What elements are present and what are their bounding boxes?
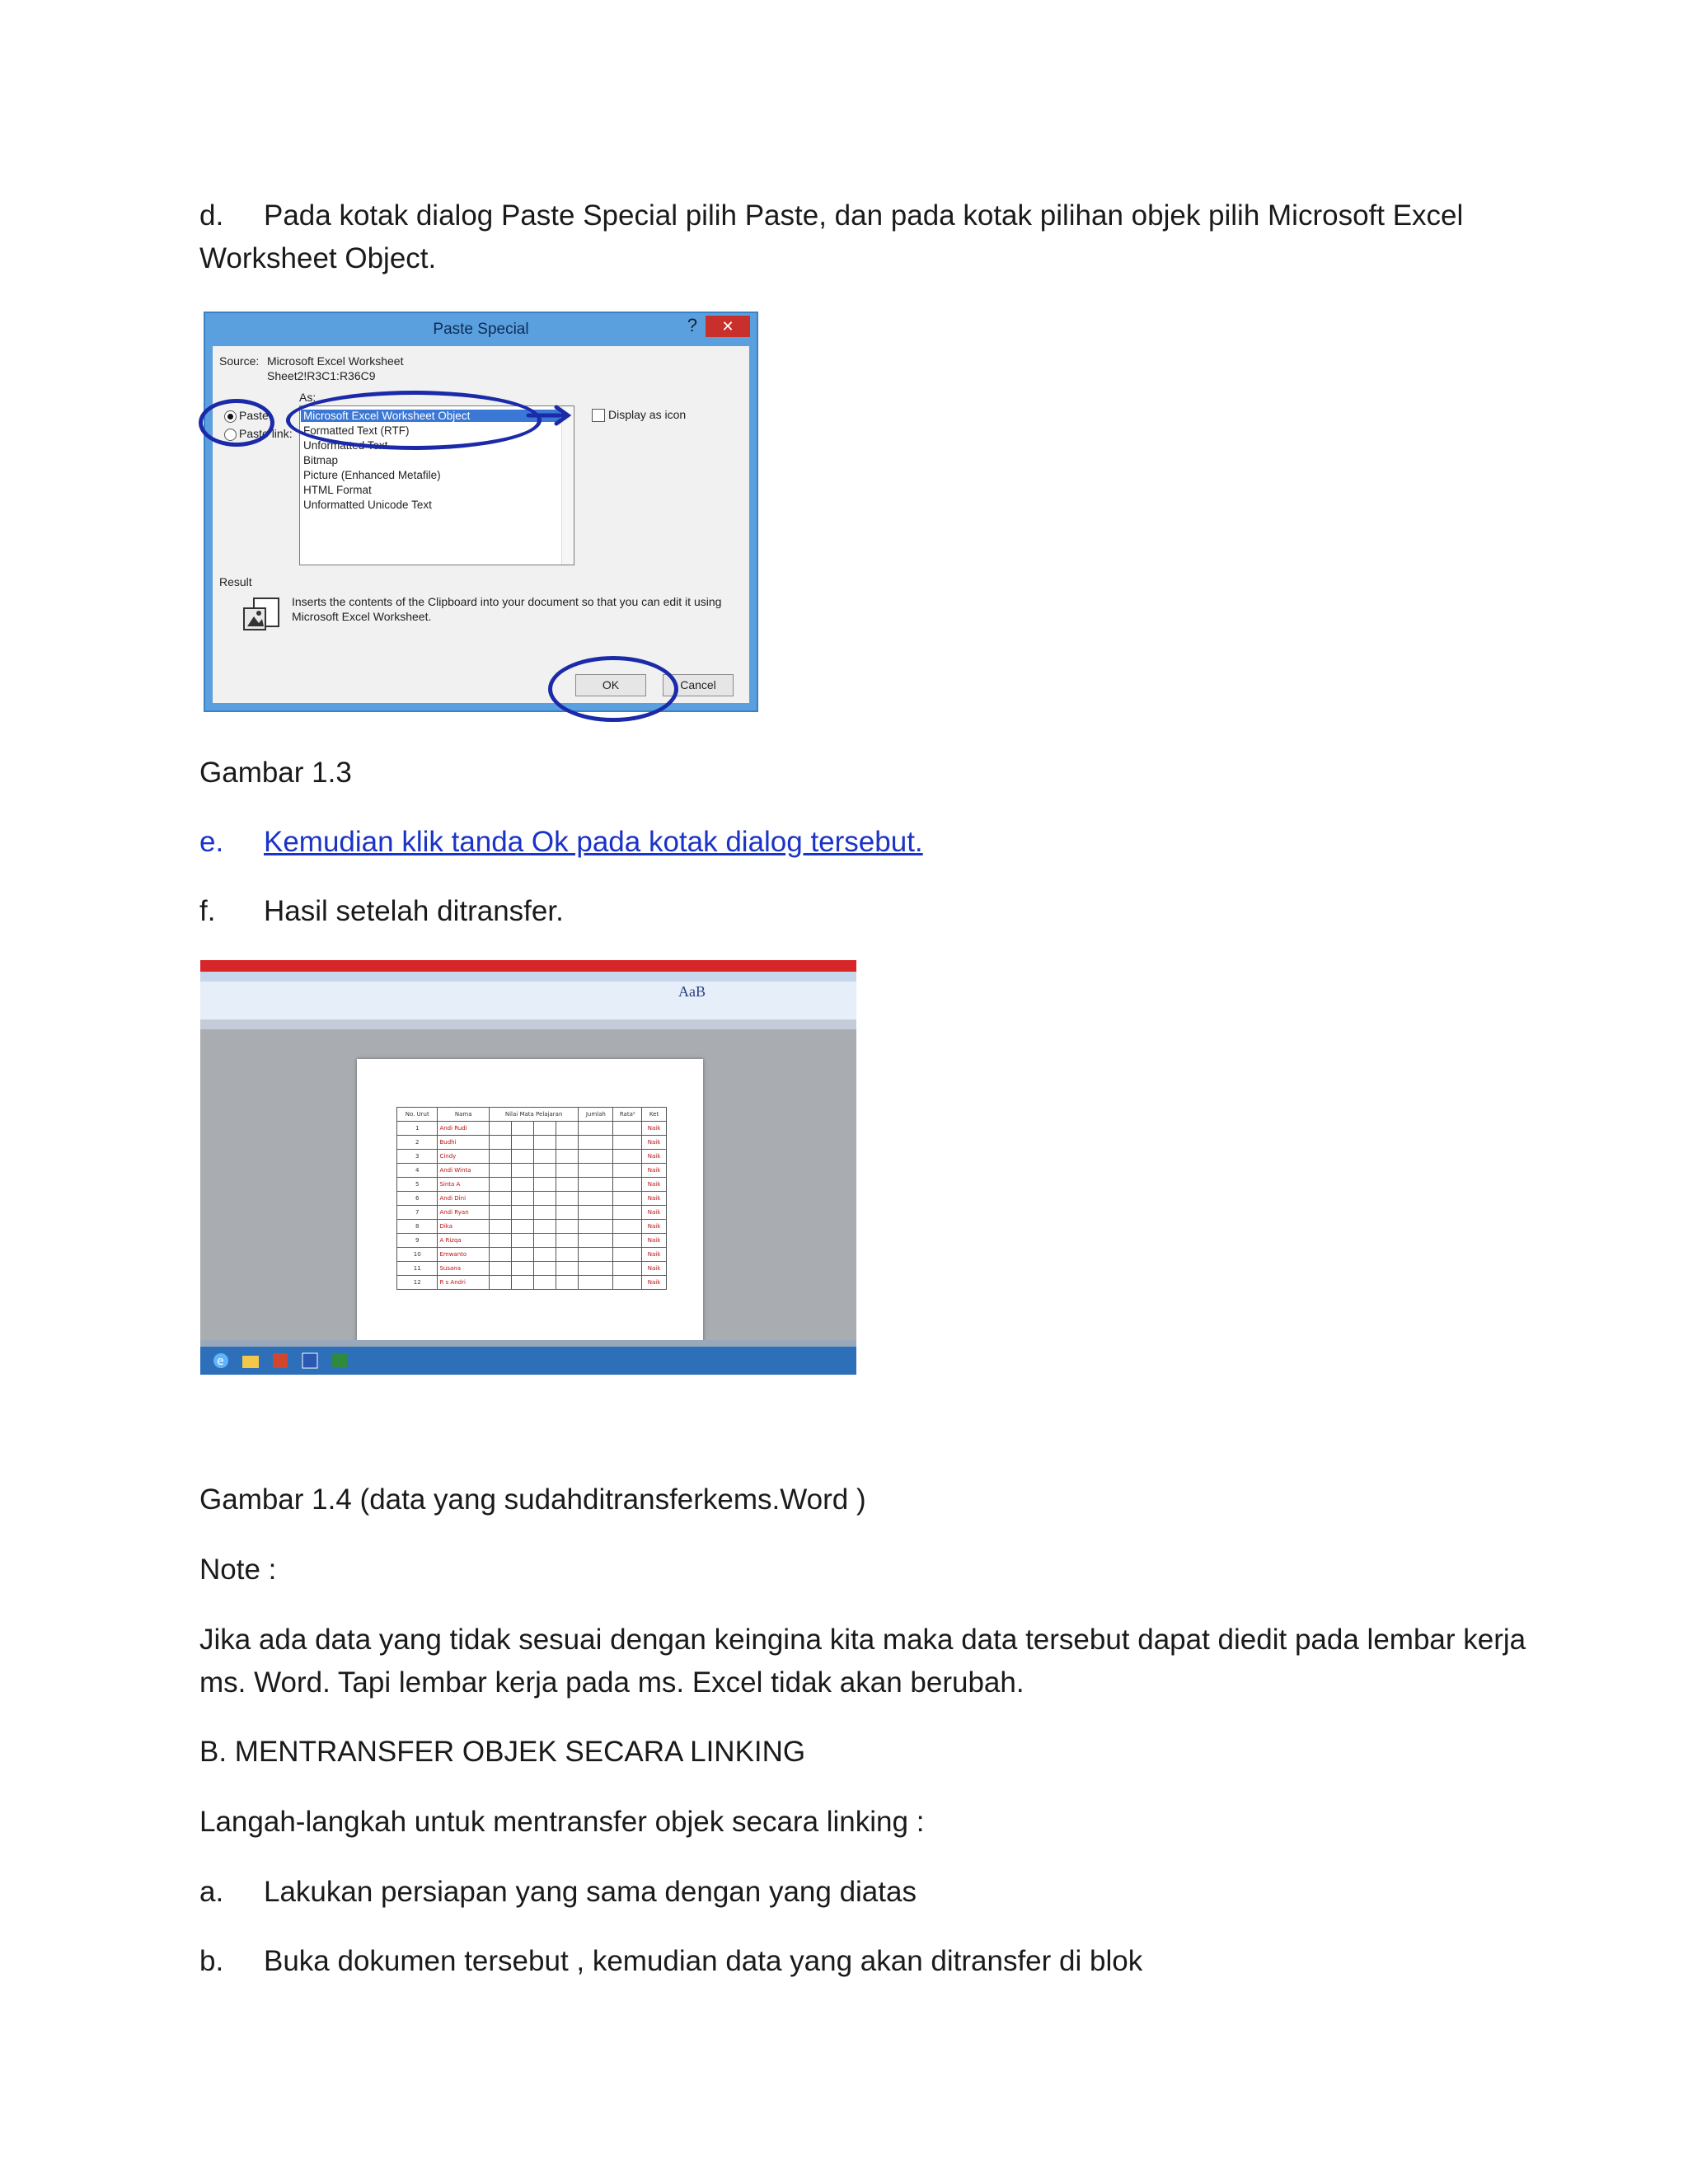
- table-cell: A Rizqa: [438, 1234, 490, 1248]
- cancel-button[interactable]: Cancel: [663, 674, 734, 696]
- table-cell: [534, 1192, 556, 1206]
- table-cell: Andi Dini: [438, 1192, 490, 1206]
- table-cell: Emwanto: [438, 1248, 490, 1262]
- table-cell: [534, 1234, 556, 1248]
- table-cell: [556, 1150, 579, 1164]
- table-cell: [534, 1248, 556, 1262]
- header-cell: No. Urut: [397, 1108, 438, 1122]
- table-row: [397, 1192, 667, 1206]
- table-cell: Naik: [642, 1248, 667, 1262]
- table-cell: Naik: [642, 1234, 667, 1248]
- transferred-table-wrap: [396, 1107, 667, 1290]
- table-cell: 12: [397, 1276, 438, 1290]
- table-row: [397, 1262, 667, 1276]
- table-cell: [613, 1122, 642, 1136]
- step-b-text: Buka dokumen tersebut , kemudian data yang akan ditransfer di blok: [264, 1945, 1143, 1977]
- table-cell: [579, 1178, 613, 1192]
- table-cell: [613, 1206, 642, 1220]
- step-a-marker: a.: [199, 1876, 224, 1908]
- table-cell: [556, 1248, 579, 1262]
- table-cell: [512, 1136, 534, 1150]
- source-value: Microsoft Excel Worksheet: [267, 354, 404, 368]
- table-cell: [613, 1234, 642, 1248]
- table-cell: 1: [397, 1122, 438, 1136]
- table-cell: [490, 1262, 512, 1276]
- step-d: [199, 194, 1463, 237]
- list-item[interactable]: Bitmap: [303, 454, 339, 466]
- table-cell: [534, 1150, 556, 1164]
- table-row: [397, 1150, 667, 1164]
- media-icon[interactable]: [271, 1352, 289, 1370]
- table-cell: Naik: [642, 1164, 667, 1178]
- header-cell: Nilai Mata Pelajaran: [490, 1108, 579, 1122]
- table-cell: [556, 1178, 579, 1192]
- table-cell: 4: [397, 1164, 438, 1178]
- word-title-bar: [200, 960, 856, 972]
- table-cell: [534, 1220, 556, 1234]
- table-cell: [490, 1206, 512, 1220]
- table-cell: [556, 1262, 579, 1276]
- table-cell: [579, 1136, 613, 1150]
- dialog-title: Paste Special: [433, 321, 529, 338]
- table-cell: [534, 1206, 556, 1220]
- table-cell: [512, 1248, 534, 1262]
- table-cell: [490, 1234, 512, 1248]
- paste-special-dialog-screenshot: [204, 312, 758, 712]
- table-cell: 2: [397, 1136, 438, 1150]
- word-result-screenshot: [200, 960, 856, 1375]
- step-f-text: Hasil setelah ditransfer.: [264, 895, 564, 927]
- header-cell: Ket: [642, 1108, 667, 1122]
- table-cell: [490, 1192, 512, 1206]
- table-row: [397, 1122, 667, 1136]
- figure-1-3-caption: Gambar 1.3: [199, 757, 352, 789]
- table-cell: Naik: [642, 1122, 667, 1136]
- table-cell: 10: [397, 1248, 438, 1262]
- step-d-line1: Pada kotak dialog Paste Special pilih Paste, dan pada kotak pilihan objek pilih Microsoft Excel: [264, 199, 1464, 232]
- step-f-marker: f.: [199, 895, 216, 927]
- paste-link-radio-label: Paste link:: [239, 427, 293, 440]
- list-item-selected[interactable]: Microsoft Excel Worksheet Object: [301, 410, 560, 422]
- table-cell: Naik: [642, 1262, 667, 1276]
- note-line1: Jika ada data yang tidak sesuai dengan keingina kita maka data tersebut dapat diedit pada lembar kerja: [199, 1624, 1526, 1656]
- paste-radio-label: Paste:: [239, 409, 272, 422]
- table-cell: [556, 1220, 579, 1234]
- table-cell: [512, 1122, 534, 1136]
- header-cell: Jumlah: [579, 1108, 613, 1122]
- step-a: [199, 1871, 917, 1914]
- ink-circle-paste: [199, 399, 274, 447]
- step-e-link[interactable]: [199, 821, 923, 864]
- table-cell: Naik: [642, 1206, 667, 1220]
- header-cell: Rata²: [613, 1108, 642, 1122]
- table-row: [397, 1136, 667, 1150]
- table-cell: Andi Ryan: [438, 1206, 490, 1220]
- table-cell: [579, 1234, 613, 1248]
- result-line2: Microsoft Excel Worksheet.: [292, 610, 432, 623]
- table-cell: [579, 1150, 613, 1164]
- dialog-frame: [204, 312, 758, 712]
- table-cell: [556, 1136, 579, 1150]
- table-cell: [512, 1262, 534, 1276]
- word-ribbon: [200, 982, 856, 1020]
- table-cell: [512, 1178, 534, 1192]
- source-label: Source:: [219, 354, 260, 368]
- table-cell: Cindy: [438, 1150, 490, 1164]
- note-label: Note :: [199, 1554, 277, 1586]
- list-scrollbar[interactable]: [561, 406, 574, 565]
- table-row: [397, 1178, 667, 1192]
- table-cell: [556, 1206, 579, 1220]
- table-row: [397, 1206, 667, 1220]
- table-cell: [512, 1150, 534, 1164]
- table-cell: 5: [397, 1178, 438, 1192]
- table-cell: [490, 1150, 512, 1164]
- step-e-text: Kemudian klik tanda Ok pada kotak dialog tersebut.: [264, 826, 923, 858]
- table-cell: [512, 1206, 534, 1220]
- ink-arrow: [525, 402, 574, 427]
- source-ref: Sheet2!R3C1:R36C9: [267, 369, 376, 382]
- svg-text:e: e: [217, 1355, 224, 1368]
- table-cell: [556, 1234, 579, 1248]
- table-cell: [512, 1192, 534, 1206]
- table-cell: Sinta A: [438, 1178, 490, 1192]
- table-cell: [579, 1220, 613, 1234]
- close-icon[interactable]: ✕: [706, 316, 750, 337]
- display-as-icon-checkbox[interactable]: [592, 409, 605, 422]
- table-cell: 3: [397, 1150, 438, 1164]
- table-cell: [556, 1276, 579, 1290]
- list-item[interactable]: Unformatted Text: [303, 439, 388, 452]
- table-cell: Naik: [642, 1276, 667, 1290]
- table-cell: [579, 1248, 613, 1262]
- table-row: [397, 1220, 667, 1234]
- transferred-excel-table: [396, 1107, 667, 1290]
- table-cell: 7: [397, 1206, 438, 1220]
- section-b-heading: B. MENTRANSFER OBJEK SECARA LINKING: [199, 1736, 806, 1768]
- ok-button[interactable]: OK: [575, 674, 646, 696]
- table-row: [397, 1276, 667, 1290]
- figure-1-4-caption: Gambar 1.4 (data yang sudahditransferkems.Word ): [199, 1483, 866, 1516]
- word-ribbon-tabs: [200, 972, 856, 982]
- file-explorer-icon[interactable]: [241, 1352, 260, 1369]
- table-cell: [512, 1234, 534, 1248]
- excel-taskbar-icon[interactable]: [331, 1352, 349, 1370]
- section-b-intro: Langah-langkah untuk mentransfer objek secara linking :: [199, 1806, 925, 1838]
- table-cell: [613, 1164, 642, 1178]
- table-header-row: [397, 1108, 667, 1122]
- table-cell: Budhi: [438, 1136, 490, 1150]
- table-cell: Naik: [642, 1192, 667, 1206]
- table-cell: [556, 1192, 579, 1206]
- word-taskbar-icon[interactable]: [301, 1352, 319, 1370]
- as-label: As:: [299, 391, 316, 404]
- table-cell: [512, 1220, 534, 1234]
- table-row: [397, 1164, 667, 1178]
- table-cell: [579, 1192, 613, 1206]
- table-cell: 8: [397, 1220, 438, 1234]
- table-cell: [490, 1276, 512, 1290]
- result-label: Result: [219, 575, 252, 588]
- table-cell: [613, 1248, 642, 1262]
- table-cell: [490, 1136, 512, 1150]
- table-cell: [490, 1220, 512, 1234]
- step-b-marker: b.: [199, 1945, 224, 1977]
- clipboard-paste-icon: [242, 597, 284, 633]
- table-cell: [613, 1178, 642, 1192]
- list-item[interactable]: Unformatted Unicode Text: [303, 499, 432, 511]
- table-cell: Naik: [642, 1220, 667, 1234]
- list-item[interactable]: HTML Format: [303, 484, 372, 496]
- table-cell: Naik: [642, 1150, 667, 1164]
- table-cell: [613, 1262, 642, 1276]
- table-cell: [613, 1276, 642, 1290]
- step-a-text: Lakukan persiapan yang sama dengan yang diatas: [264, 1876, 917, 1908]
- table-cell: [556, 1122, 579, 1136]
- windows-taskbar: [200, 1347, 856, 1375]
- table-cell: [579, 1122, 613, 1136]
- header-cell: Nama: [438, 1108, 490, 1122]
- ink-circle-list-item: [286, 391, 542, 450]
- table-cell: [579, 1164, 613, 1178]
- word-document-page: [357, 1059, 703, 1375]
- table-cell: [613, 1192, 642, 1206]
- table-cell: Naik: [642, 1178, 667, 1192]
- note-line2: ms. Word. Tapi lembar kerja pada ms. Excel tidak akan berubah.: [199, 1666, 1025, 1699]
- table-cell: [490, 1178, 512, 1192]
- result-line1: Inserts the contents of the Clipboard into your document so that you can edit it using: [292, 595, 722, 608]
- table-cell: Dika: [438, 1220, 490, 1234]
- table-cell: [534, 1262, 556, 1276]
- table-cell: Andi Rudi: [438, 1122, 490, 1136]
- table-row: [397, 1234, 667, 1248]
- table-cell: Andi Winta: [438, 1164, 490, 1178]
- table-cell: 6: [397, 1192, 438, 1206]
- step-e-marker: e.: [199, 826, 224, 858]
- step-d-marker: d.: [199, 199, 224, 232]
- table-cell: 11: [397, 1262, 438, 1276]
- table-cell: [490, 1248, 512, 1262]
- table-cell: [579, 1262, 613, 1276]
- table-cell: 9: [397, 1234, 438, 1248]
- list-item[interactable]: Formatted Text (RTF): [303, 424, 410, 437]
- table-cell: [534, 1122, 556, 1136]
- table-cell: Susana: [438, 1262, 490, 1276]
- table-cell: [579, 1276, 613, 1290]
- step-b: [199, 1940, 1142, 1983]
- table-cell: [579, 1206, 613, 1220]
- step-d-line2: Worksheet Object.: [199, 242, 437, 274]
- table-cell: [534, 1164, 556, 1178]
- table-cell: [512, 1276, 534, 1290]
- table-cell: Naik: [642, 1136, 667, 1150]
- table-cell: [490, 1122, 512, 1136]
- table-cell: [512, 1164, 534, 1178]
- help-icon[interactable]: ?: [687, 315, 697, 335]
- table-row: [397, 1248, 667, 1262]
- table-cell: R s Andri: [438, 1276, 490, 1290]
- styles-sample: AaB: [678, 983, 706, 1000]
- table-cell: [490, 1164, 512, 1178]
- list-item[interactable]: Picture (Enhanced Metafile): [303, 469, 441, 481]
- display-as-icon-label: Display as icon: [608, 408, 687, 421]
- word-status-bar: [200, 1340, 856, 1347]
- table-cell: [613, 1220, 642, 1234]
- table-cell: [556, 1164, 579, 1178]
- table-cell: [613, 1136, 642, 1150]
- ink-circle-ok: [548, 656, 678, 722]
- table-cell: [534, 1136, 556, 1150]
- internet-explorer-icon[interactable]: [212, 1352, 230, 1370]
- table-cell: [534, 1178, 556, 1192]
- word-ruler: [200, 1019, 856, 1029]
- table-cell: [613, 1150, 642, 1164]
- step-f: [199, 890, 564, 933]
- table-cell: [534, 1276, 556, 1290]
